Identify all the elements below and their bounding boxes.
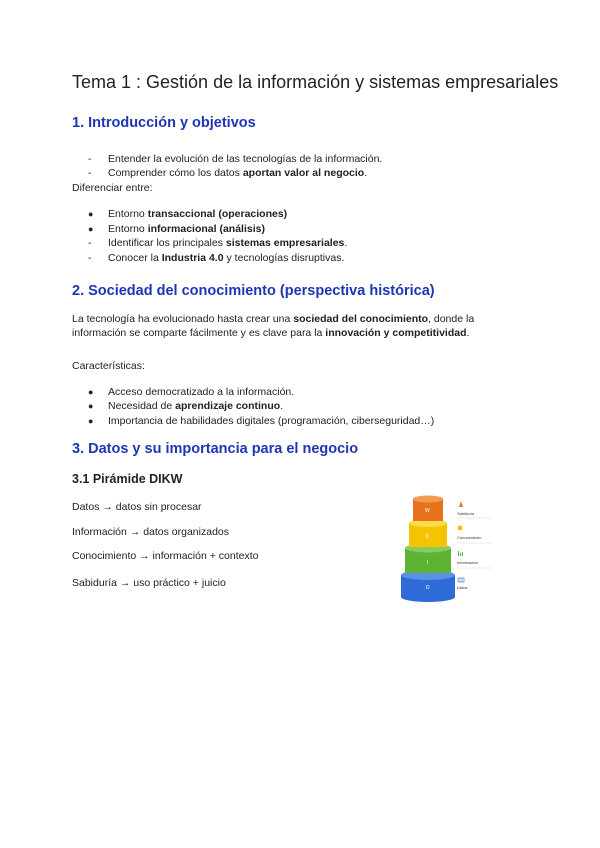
objective-text: Entender la evolución de las tecnologías de la información. [108,153,383,165]
paragraph-bold: innovación y competitividad [325,327,467,339]
svg-text:K: K [426,534,430,540]
list-item [88,237,347,249]
dash-bullet-icon: - [88,167,92,179]
dikw-pyramid-image [398,487,494,603]
diferenciar-label: Diferenciar entre: [72,182,153,194]
list-item-bold: sistemas empresariales [225,237,345,249]
section2-heading: 2. Sociedad del conocimiento (perspectiva histórica) [72,283,435,299]
paragraph-text-end: . [466,327,470,339]
page-title: Tema 1 : Gestión de la información y sistemas empresariales [72,72,559,92]
list-item [88,252,344,264]
dikw-line-sabiduria: Sabiduría → uso práctico + juicio [72,577,226,589]
list-item-bold: aprendizaje continuo [175,400,281,412]
dikw-line-informacion: Información → datos organizados [72,526,230,538]
section3-heading: 3. Datos y su importancia para el negocio [72,441,359,457]
list-item [88,386,294,398]
pyramid-level-sabiduria [413,496,443,522]
pyramid-level-datos [401,570,455,602]
bar-chart-icon [458,551,459,556]
list-item-text: Entorno [108,208,148,220]
dikw-line-datos: Datos → datos sin procesar [72,501,202,513]
objective-bold: aportan valor al negocio [242,167,365,179]
list-item-text: Identificar los principales [108,237,226,249]
list-item [88,400,283,412]
objective-text: Comprender cómo los datos [108,167,243,179]
pyramid-level-informacion [405,544,451,574]
paragraph-bold: sociedad del conocimiento [293,313,429,325]
list-item-text: Importancia de habilidades digitales (programación, ciberseguridad…) [108,415,435,427]
objective-text-end: . [364,167,368,179]
pyramid-label-informacion [457,551,492,568]
svg-text:I: I [427,560,429,566]
svg-text:Datos: Datos [457,585,468,590]
section1-heading: 1. Introducción y objetivos [72,115,256,131]
pyramid-label-datos [457,578,467,590]
svg-text:W: W [425,508,430,514]
pyramid-label-conocimiento [457,526,492,544]
list-item-bold: informacional (análisis) [147,223,265,235]
bullet-dot-icon: ● [88,416,94,426]
paragraph-text: La tecnología ha evolucionado hasta crear una [72,313,294,325]
pyramid-label-sabiduria [457,501,492,518]
svg-text:Conocimiento: Conocimiento [457,535,482,540]
dikw-subheading: 3.1 Pirámide DIKW [72,472,183,486]
svg-text:Sabiduría: Sabiduría [457,511,475,516]
bullet-dot-icon: ● [88,387,94,397]
bullet-dot-icon: ● [88,401,94,411]
list-item-text: Entorno [108,223,148,235]
list-item-bold: Industria 4.0 [161,252,224,264]
list-item [88,208,287,220]
lightbulb-icon [458,526,463,531]
caracteristicas-label: Características: [72,360,145,372]
list-item [88,415,434,427]
paragraph-text: información se comparte fácilmente y es clave para la [72,327,326,339]
paragraph-line [72,327,469,339]
bullet-dot-icon: ● [88,209,94,219]
svg-text:Información: Información [457,560,478,565]
dash-bullet-icon: - [88,153,92,165]
list-item-text-end: . [344,237,348,249]
bullet-dot-icon: ● [88,224,94,234]
database-grid-icon [458,578,464,582]
pyramid-level-conocimiento [409,519,447,547]
list-item-text-end: . [280,400,284,412]
dikw-line-conocimiento: Conocimiento → información + contexto [72,550,259,562]
list-item-text: Necesidad de [108,400,176,412]
list-item-text: Conocer la [108,252,162,264]
dash-bullet-icon: - [88,252,92,264]
objective-item [88,167,367,179]
paragraph-text-end: , donde la [428,313,475,325]
list-item-text: Acceso democratizado a la información. [108,386,295,398]
list-item [88,223,265,235]
flame-icon [459,501,463,507]
svg-text:D: D [426,585,430,591]
list-item-text-end: y tecnologías disruptivas. [223,252,345,264]
paragraph-line [72,313,474,325]
objective-item [88,153,382,165]
list-item-bold: transaccional (operaciones) [147,208,288,220]
dash-bullet-icon: - [88,237,92,249]
